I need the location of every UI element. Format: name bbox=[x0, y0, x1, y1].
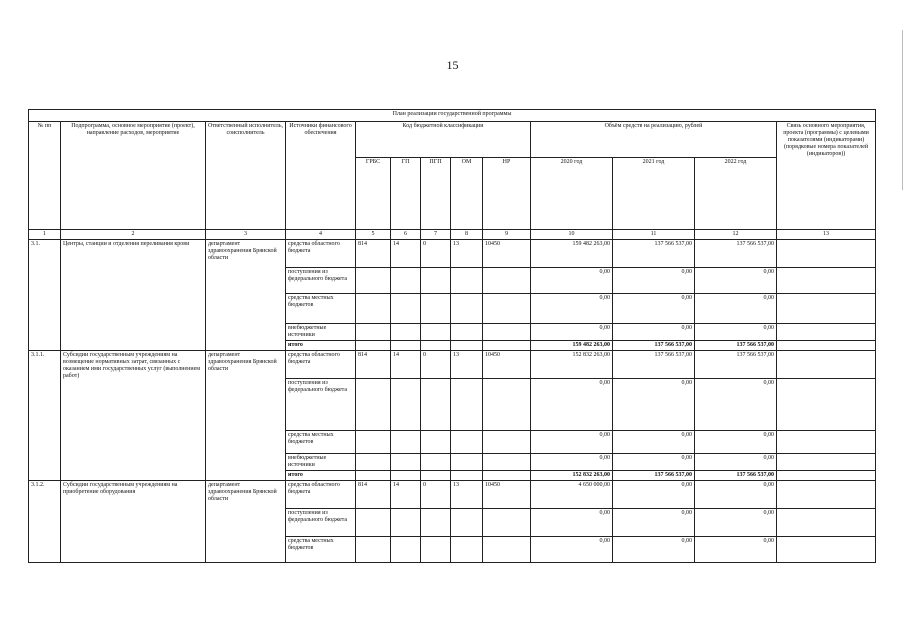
amount-2020: 0,00 bbox=[531, 324, 613, 341]
code-pgp bbox=[421, 294, 451, 324]
amount-2020: 0,00 bbox=[531, 268, 613, 294]
amount-2022: 137 566 537,00 bbox=[695, 240, 777, 268]
code-gp bbox=[391, 324, 421, 341]
funding-source: итого bbox=[286, 471, 356, 481]
code-np bbox=[483, 454, 531, 471]
code-om bbox=[451, 509, 483, 537]
section-program: Субсидии государственным учреждениям на приобретение оборудования bbox=[61, 481, 206, 563]
table-row bbox=[29, 481, 876, 509]
amount-2021: 0,00 bbox=[613, 454, 695, 471]
funding-source: внебюджетные источники bbox=[286, 324, 356, 341]
code-grbs bbox=[356, 379, 391, 431]
amount-2022: 0,00 bbox=[695, 268, 777, 294]
code-grbs: 814 bbox=[356, 351, 391, 379]
code-pgp bbox=[421, 341, 451, 351]
column-numbers-row bbox=[29, 230, 876, 240]
code-pgp: 0 bbox=[421, 240, 451, 268]
section-program: Субсидии государственным учреждениям на возмещение нормативных затрат, связанных с оказанием ими государственных услуг (выполнением работ) bbox=[61, 351, 206, 481]
code-om bbox=[451, 341, 483, 351]
indicator-link bbox=[777, 454, 876, 471]
section-executor: департамент здравоохранения Брянской области bbox=[206, 240, 286, 351]
amount-2022: 137 566 537,00 bbox=[695, 341, 777, 351]
code-grbs bbox=[356, 294, 391, 324]
header-pgp: ПГП bbox=[421, 158, 451, 230]
column-number: 13 bbox=[777, 230, 876, 240]
scan-edge-line bbox=[902, 30, 903, 190]
amount-2020: 0,00 bbox=[531, 537, 613, 563]
code-np: 10450 bbox=[483, 481, 531, 509]
amount-2022: 137 566 537,00 bbox=[695, 471, 777, 481]
code-pgp bbox=[421, 537, 451, 563]
indicator-link bbox=[777, 481, 876, 509]
code-grbs: 814 bbox=[356, 240, 391, 268]
table-row bbox=[29, 351, 876, 379]
amount-2022: 0,00 bbox=[695, 481, 777, 509]
code-np bbox=[483, 471, 531, 481]
code-om bbox=[451, 431, 483, 454]
header-np: НР bbox=[483, 158, 531, 230]
code-np: 10450 bbox=[483, 351, 531, 379]
amount-2020: 0,00 bbox=[531, 431, 613, 454]
header-2020: 2020 год bbox=[531, 158, 613, 230]
code-pgp: 0 bbox=[421, 481, 451, 509]
code-gp: 14 bbox=[391, 240, 421, 268]
section-number: 3.1.2. bbox=[29, 481, 61, 563]
code-np bbox=[483, 294, 531, 324]
code-np bbox=[483, 509, 531, 537]
header-source: Источники финансового обеспечения bbox=[286, 122, 356, 230]
code-np bbox=[483, 324, 531, 341]
code-grbs bbox=[356, 471, 391, 481]
page-number: 15 bbox=[446, 58, 459, 72]
section-executor: департамент здравоохранения Брянской области bbox=[206, 351, 286, 481]
code-grbs bbox=[356, 431, 391, 454]
header-executor: Ответственный исполнитель, соисполнитель bbox=[206, 122, 286, 230]
column-number: 10 bbox=[531, 230, 613, 240]
amount-2022: 0,00 bbox=[695, 294, 777, 324]
header-program: Подпрограмма, основное мероприятие (проект), направление расходов, мероприятие bbox=[61, 122, 206, 230]
indicator-link bbox=[777, 268, 876, 294]
funding-source: средства областного бюджета bbox=[286, 351, 356, 379]
amount-2021: 137 566 537,00 bbox=[613, 240, 695, 268]
code-gp bbox=[391, 379, 421, 431]
amount-2022: 0,00 bbox=[695, 324, 777, 341]
section-number: 3.1.1. bbox=[29, 351, 61, 481]
code-grbs bbox=[356, 341, 391, 351]
code-np bbox=[483, 341, 531, 351]
amount-2021: 0,00 bbox=[613, 379, 695, 431]
header-num: № пп bbox=[29, 122, 61, 230]
amount-2022: 0,00 bbox=[695, 379, 777, 431]
column-number: 7 bbox=[421, 230, 451, 240]
amount-2021: 137 566 537,00 bbox=[613, 351, 695, 379]
code-gp bbox=[391, 268, 421, 294]
amount-2020: 0,00 bbox=[531, 379, 613, 431]
section-program: Центры, станции и отделения переливания крови bbox=[61, 240, 206, 351]
amount-2022: 0,00 bbox=[695, 509, 777, 537]
funding-source: поступления из федерального бюджета bbox=[286, 379, 356, 431]
code-gp bbox=[391, 431, 421, 454]
code-pgp bbox=[421, 454, 451, 471]
code-grbs bbox=[356, 509, 391, 537]
amount-2020: 0,00 bbox=[531, 294, 613, 324]
amount-2021: 0,00 bbox=[613, 431, 695, 454]
code-om bbox=[451, 294, 483, 324]
header-link: Связь основного мероприятия, проекта (программы) с целевыми показателями (индикаторами) (порядковые номера показателей (индикаторов)) bbox=[777, 122, 876, 230]
header-gp: ГП bbox=[391, 158, 421, 230]
column-number: 5 bbox=[356, 230, 391, 240]
amount-2021: 0,00 bbox=[613, 509, 695, 537]
code-om bbox=[451, 537, 483, 563]
code-pgp bbox=[421, 268, 451, 294]
column-number: 1 bbox=[29, 230, 61, 240]
column-number: 8 bbox=[451, 230, 483, 240]
column-number: 12 bbox=[695, 230, 777, 240]
table-row bbox=[29, 240, 876, 268]
indicator-link bbox=[777, 341, 876, 351]
code-om: 13 bbox=[451, 240, 483, 268]
header-volume: Объём средств на реализацию, рублей bbox=[531, 122, 777, 158]
column-number: 2 bbox=[61, 230, 206, 240]
funding-source: средства местных бюджетов bbox=[286, 294, 356, 324]
amount-2021: 137 566 537,00 bbox=[613, 471, 695, 481]
code-np bbox=[483, 431, 531, 454]
funding-source: поступления из федерального бюджета bbox=[286, 268, 356, 294]
code-pgp bbox=[421, 324, 451, 341]
code-pgp: 0 bbox=[421, 351, 451, 379]
header-2021: 2021 год bbox=[613, 158, 695, 230]
amount-2020: 4 650 000,00 bbox=[531, 481, 613, 509]
column-number: 11 bbox=[613, 230, 695, 240]
indicator-link bbox=[777, 294, 876, 324]
funding-source: средства местных бюджетов bbox=[286, 431, 356, 454]
code-om bbox=[451, 379, 483, 431]
funding-source: итого bbox=[286, 341, 356, 351]
indicator-link bbox=[777, 351, 876, 379]
code-gp: 14 bbox=[391, 481, 421, 509]
indicator-link bbox=[777, 379, 876, 431]
code-grbs bbox=[356, 324, 391, 341]
indicator-link bbox=[777, 431, 876, 454]
table-caption: План реализации государственной программы bbox=[29, 110, 876, 122]
amount-2020: 0,00 bbox=[531, 509, 613, 537]
code-grbs bbox=[356, 537, 391, 563]
column-number: 4 bbox=[286, 230, 356, 240]
amount-2021: 0,00 bbox=[613, 294, 695, 324]
amount-2022: 0,00 bbox=[695, 431, 777, 454]
code-gp bbox=[391, 341, 421, 351]
code-gp bbox=[391, 509, 421, 537]
code-grbs: 814 bbox=[356, 481, 391, 509]
funding-source: средства областного бюджета bbox=[286, 481, 356, 509]
header-grbs: ГРБС bbox=[356, 158, 391, 230]
code-om bbox=[451, 324, 483, 341]
amount-2020: 159 482 263,00 bbox=[531, 240, 613, 268]
amount-2022: 137 566 537,00 bbox=[695, 351, 777, 379]
code-gp: 14 bbox=[391, 351, 421, 379]
section-executor: департамент здравоохранения Брянской области bbox=[206, 481, 286, 563]
column-number: 3 bbox=[206, 230, 286, 240]
funding-source: внебюджетные источники bbox=[286, 454, 356, 471]
section-number: 3.1. bbox=[29, 240, 61, 351]
funding-source: средства местных бюджетов bbox=[286, 537, 356, 563]
amount-2021: 0,00 bbox=[613, 324, 695, 341]
funding-source: поступления из федерального бюджета bbox=[286, 509, 356, 537]
indicator-link bbox=[777, 537, 876, 563]
amount-2020: 152 832 263,00 bbox=[531, 351, 613, 379]
amount-2022: 0,00 bbox=[695, 454, 777, 471]
code-pgp bbox=[421, 471, 451, 481]
header-om: ОМ bbox=[451, 158, 483, 230]
code-om: 13 bbox=[451, 351, 483, 379]
code-gp bbox=[391, 294, 421, 324]
header-budget-code: Код бюджетной классификации bbox=[356, 122, 531, 158]
amount-2021: 0,00 bbox=[613, 481, 695, 509]
amount-2020: 152 832 263,00 bbox=[531, 471, 613, 481]
code-np: 10450 bbox=[483, 240, 531, 268]
header-2022: 2022 год bbox=[695, 158, 777, 230]
code-om bbox=[451, 454, 483, 471]
code-om bbox=[451, 471, 483, 481]
amount-2020: 159 482 263,00 bbox=[531, 341, 613, 351]
code-pgp bbox=[421, 431, 451, 454]
funding-source: средства областного бюджета bbox=[286, 240, 356, 268]
indicator-link bbox=[777, 240, 876, 268]
code-np bbox=[483, 537, 531, 563]
indicator-link bbox=[777, 471, 876, 481]
amount-2021: 0,00 bbox=[613, 268, 695, 294]
code-grbs bbox=[356, 268, 391, 294]
indicator-link bbox=[777, 509, 876, 537]
code-pgp bbox=[421, 379, 451, 431]
program-plan-table bbox=[28, 109, 876, 563]
indicator-link bbox=[777, 324, 876, 341]
code-np bbox=[483, 268, 531, 294]
code-np bbox=[483, 379, 531, 431]
amount-2020: 0,00 bbox=[531, 454, 613, 471]
code-pgp bbox=[421, 509, 451, 537]
amount-2021: 0,00 bbox=[613, 537, 695, 563]
code-om bbox=[451, 268, 483, 294]
code-gp bbox=[391, 537, 421, 563]
code-om: 13 bbox=[451, 481, 483, 509]
code-gp bbox=[391, 471, 421, 481]
code-gp bbox=[391, 454, 421, 471]
column-number: 9 bbox=[483, 230, 531, 240]
code-grbs bbox=[356, 454, 391, 471]
column-number: 6 bbox=[391, 230, 421, 240]
amount-2021: 137 566 537,00 bbox=[613, 341, 695, 351]
amount-2022: 0,00 bbox=[695, 537, 777, 563]
